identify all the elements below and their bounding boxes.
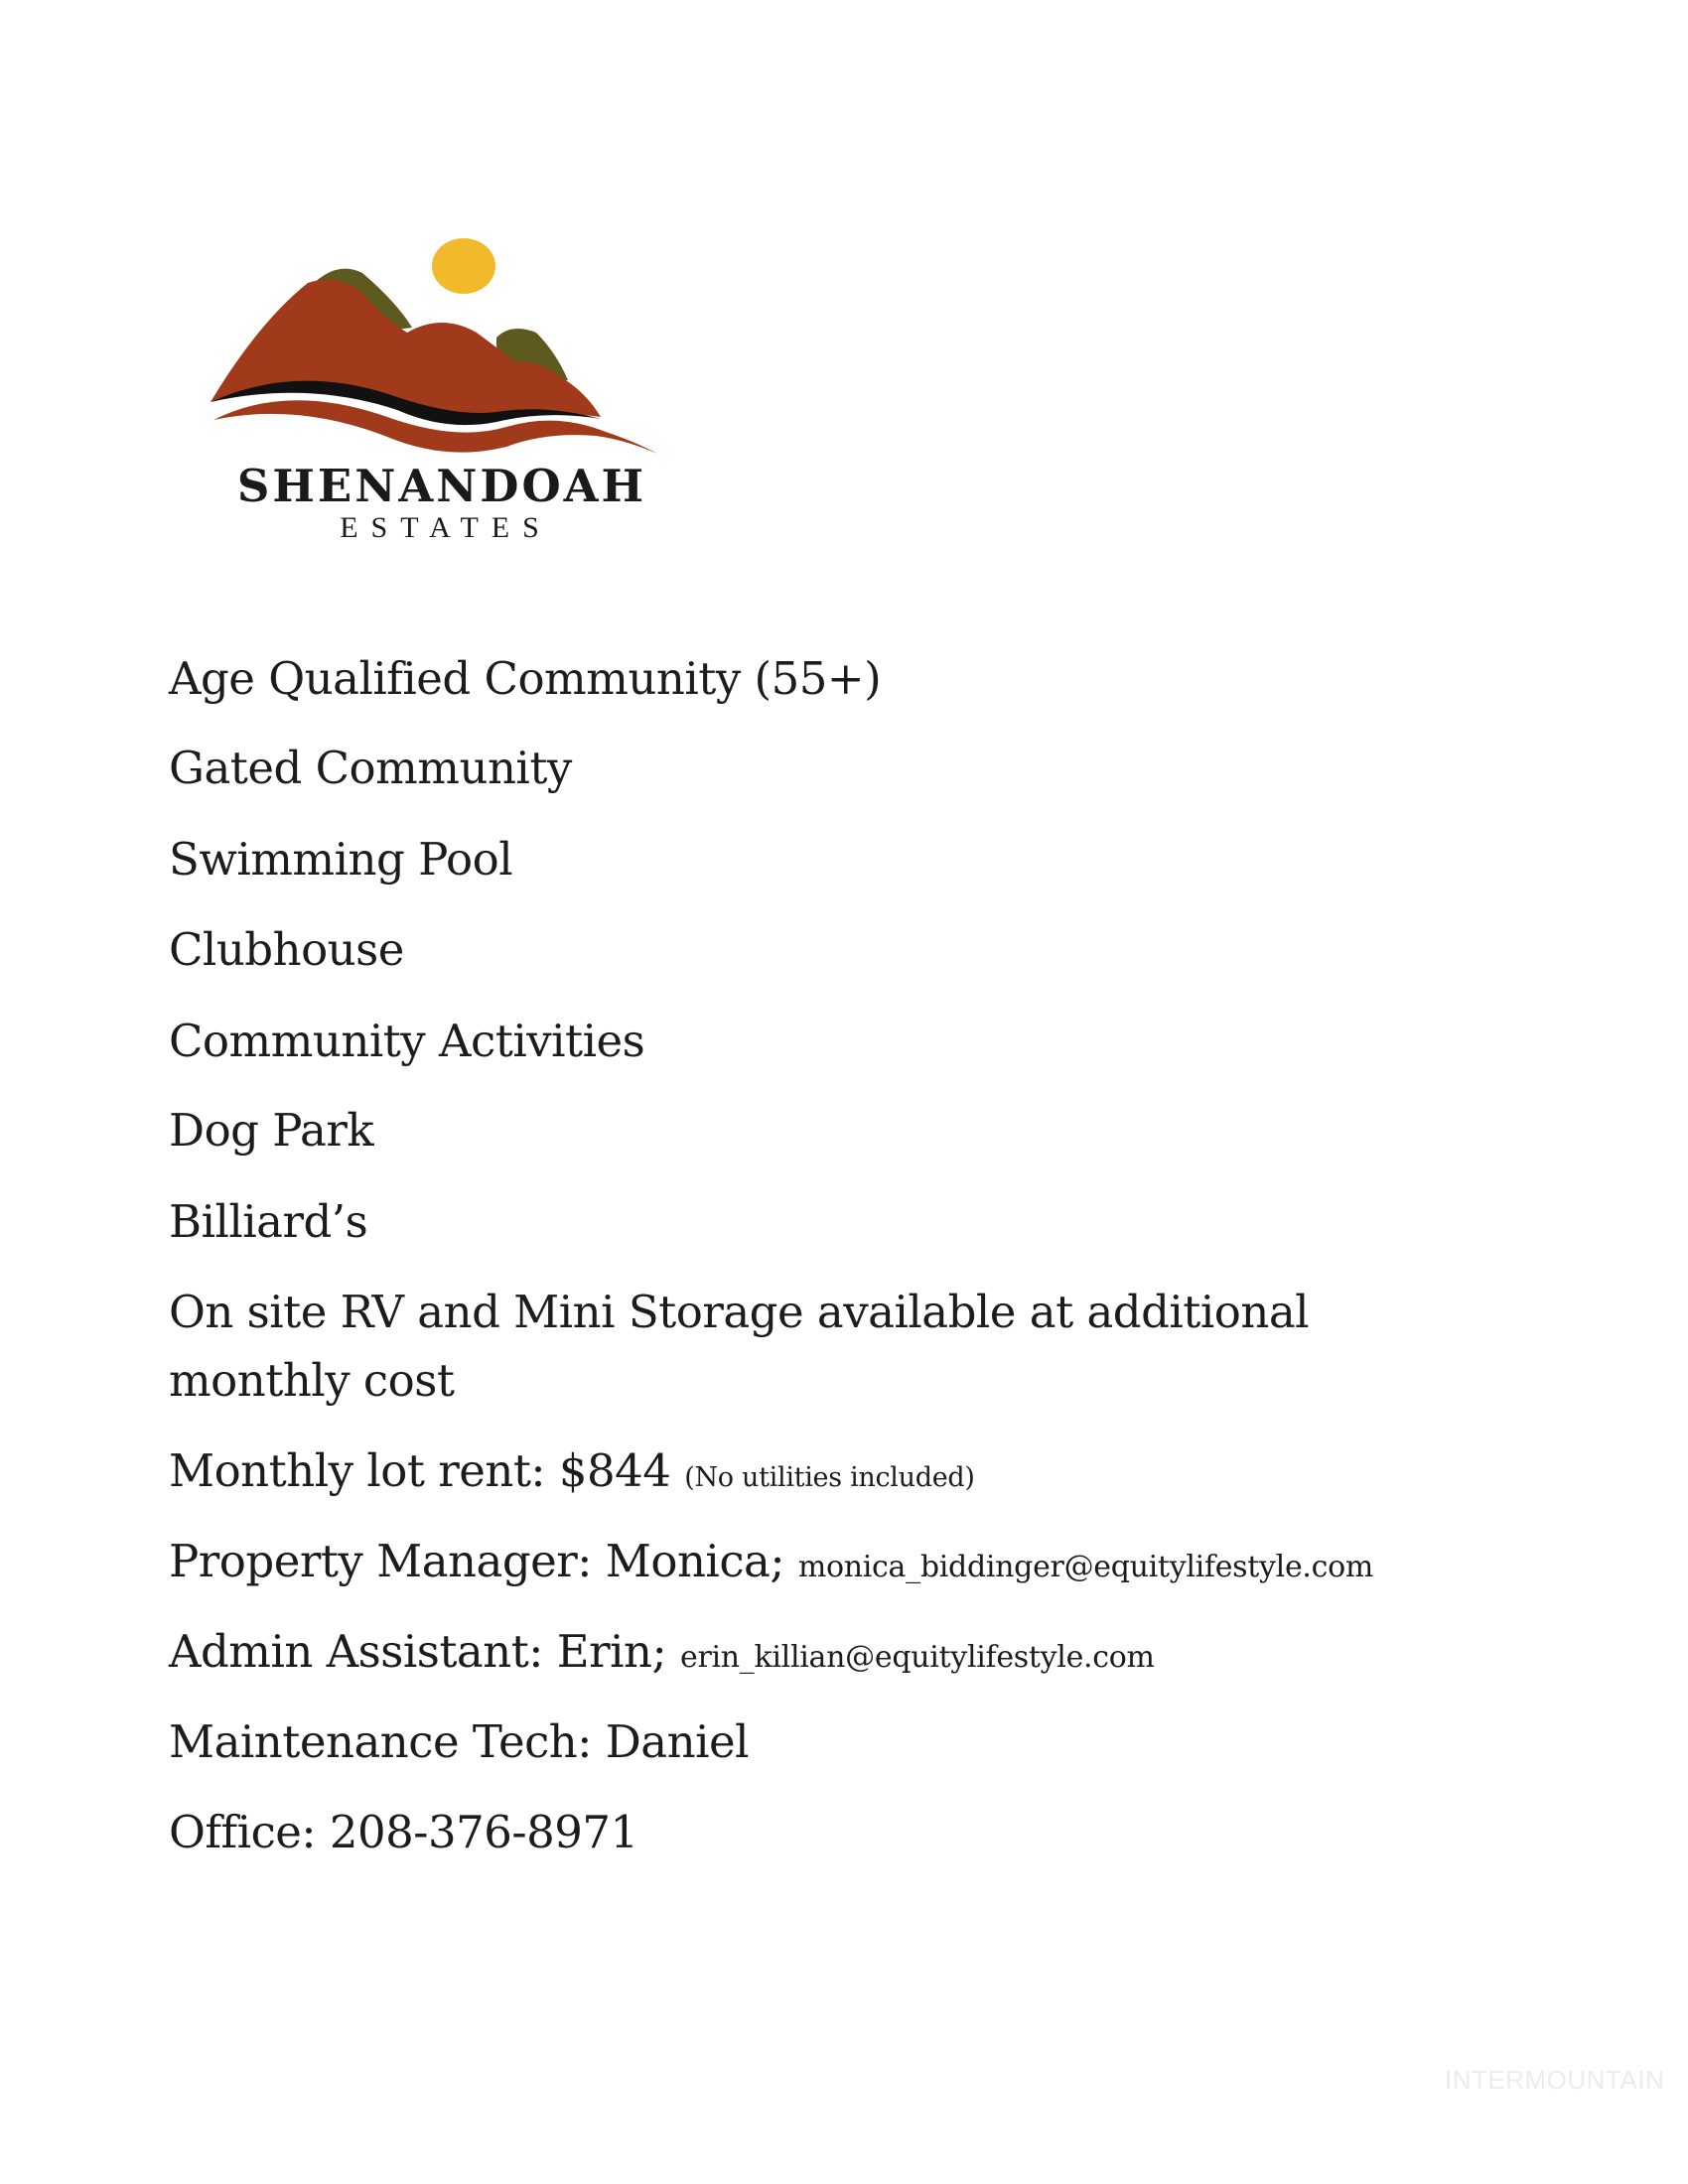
maintenance-tech: Maintenance Tech: Daniel	[169, 1715, 750, 1768]
feature-dog-park: Dog Park	[169, 1104, 374, 1157]
brand-subtitle: ESTATES	[340, 511, 552, 544]
property-manager-email[interactable]: monica_biddinger@equitylifestyle.com	[797, 1550, 1374, 1584]
feature-pool: Swimming Pool	[169, 833, 513, 886]
feature-activities: Community Activities	[169, 1015, 645, 1067]
feature-billiards: Billiard’s	[169, 1195, 368, 1248]
rent-label: Monthly lot rent: $844	[169, 1444, 671, 1497]
storage-line-1: On site RV and Mini Storage available at additional	[169, 1286, 1310, 1338]
monthly-rent	[169, 1445, 975, 1504]
property-manager	[169, 1536, 1373, 1593]
watermark: INTERMOUNTAIN	[1445, 2065, 1665, 2095]
rent-note: (No utilities included)	[684, 1462, 975, 1493]
brand-name: SHENANDOAH	[236, 460, 647, 512]
office-phone: Office: 208-376-8971	[169, 1806, 638, 1858]
admin-assistant	[169, 1626, 1155, 1684]
admin-assistant-label: Admin Assistant: Erin;	[169, 1625, 667, 1678]
property-manager-label: Property Manager: Monica;	[169, 1535, 785, 1587]
storage-line-2: monthly cost	[169, 1354, 455, 1407]
shenandoah-estates-logo	[199, 233, 685, 551]
admin-assistant-email[interactable]: erin_killian@equitylifestyle.com	[679, 1640, 1155, 1675]
feature-gated: Gated Community	[169, 742, 572, 794]
feature-age-qualified: Age Qualified Community (55+)	[169, 652, 882, 705]
feature-clubhouse: Clubhouse	[169, 923, 404, 976]
mountain-sun-icon	[199, 233, 685, 462]
